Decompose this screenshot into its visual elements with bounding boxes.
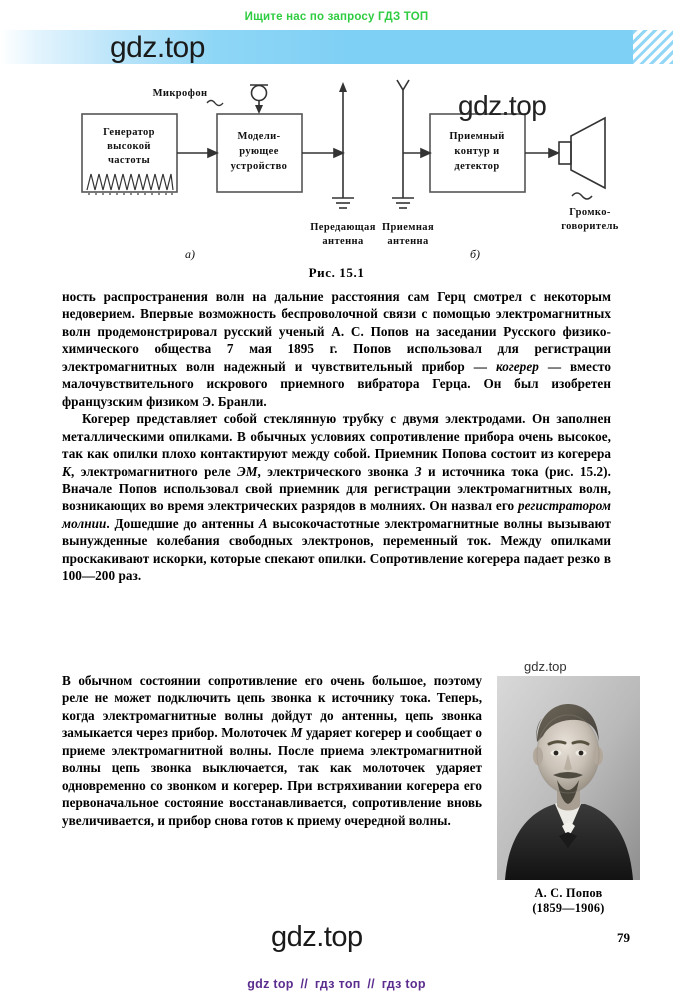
portrait-popov-image	[497, 676, 640, 880]
page-number: 79	[617, 930, 630, 945]
figure-15-1	[60, 78, 660, 273]
article-body-top	[62, 288, 611, 585]
header-band-fill	[0, 30, 633, 64]
portrait-caption	[497, 886, 640, 916]
figure-caption: Рис. 15.1	[308, 265, 365, 280]
label-modulator-line3: устройство	[230, 161, 288, 172]
paragraph-2-a: представляет собой стеклянную трубку с двумя электродами. Он заполнен металлическими опилками. В обычных условиях сопротивление прибора очень высокое, так как опилки плохо контактируют между собой. Приемник Попова состоит из когерера	[62, 411, 611, 462]
footer-separator-1: //	[300, 977, 309, 991]
term-coherer: когерер	[495, 358, 539, 374]
footer-link-3[interactable]: гдз top	[381, 977, 426, 991]
paragraph-2-lead: Когерер	[82, 411, 131, 427]
header-band	[0, 30, 673, 64]
paragraph-3-a: В обычном состоянии сопротивление его очень большое, поэтому реле не может подключить цепь звонка к источнику тока. Теперь, когда электромагнитные волны дойдут до антенны, цепь звонка замыкается через прибор. Молоточек	[62, 673, 482, 741]
paragraph-1-text: ность распространения волн на дальние расстояния сам Герц смотрел с некоторым недоверием. Впервые возможность беспроволочной связи с помощью электромагнитных волн продемонстрировал русский ученый А. С. Попов на заседании Русского физико-химического общества 7 мая 1895 г. Попов использовал для регистрации электромагнитных волн надежный и чувствительный прибор —	[62, 289, 611, 374]
label-generator-line3: частоты	[107, 155, 151, 166]
label-transmit-antenna-line1: Передающая	[310, 222, 376, 233]
paragraph-2-b: , электромагнитного реле	[71, 463, 238, 479]
promo-banner-text: Ищите нас по запросу ГДЗ ТОП	[244, 11, 429, 23]
term-lightning-recorder: регистратором молнии	[62, 498, 611, 531]
header-band-hatch-decoration	[633, 30, 673, 64]
brand-watermark-middle: gdz.top	[524, 659, 567, 674]
paragraph-2	[62, 410, 611, 585]
label-modulator-line2: рующее	[239, 146, 279, 157]
symbol-em: ЭМ	[237, 463, 258, 479]
paragraph-2-d: и источника тока (рис. 15.2). Вначале Попов использовал свой приемник для регистрации электромагнитных волн, возникающих во время электрических разрядов в молниях. Он назвал его	[62, 463, 611, 514]
label-loudspeaker-line1: Громко-	[569, 207, 611, 218]
footer-link-2[interactable]: гдз топ	[314, 977, 361, 991]
paragraph-1	[62, 288, 611, 410]
paragraph-1-tail: — вместо малочувствительного искрового приемного вибратора Герца. Он был изобретен французским физиком Э. Бранли.	[62, 358, 611, 409]
brand-logo-footer: gdz.top	[271, 921, 363, 953]
label-part-b: б)	[469, 247, 481, 261]
label-transmit-antenna-line2: антенна	[322, 236, 364, 247]
label-receive-antenna-line2: антенна	[387, 236, 429, 247]
label-receiver-line1: Приемный	[449, 131, 505, 142]
symbol-k: К	[62, 463, 71, 479]
symbol-m: М	[290, 725, 303, 741]
paragraph-2-e: . Дошедшие до антенны	[106, 515, 259, 531]
portrait-years: (1859—1906)	[532, 901, 605, 915]
label-receiver-line3: детектор	[454, 161, 500, 172]
brand-watermark-figure: gdz.top	[458, 90, 547, 121]
portrait-name: А. С. Попов	[534, 886, 603, 900]
label-generator-line1: Генератор	[103, 127, 155, 138]
symbol-a: А	[258, 515, 268, 531]
article-body-wrapped	[62, 672, 482, 829]
label-modulator-line1: Модели-	[237, 131, 281, 142]
paragraph-2-c: , электрического звонка	[257, 463, 415, 479]
label-part-a: а)	[185, 247, 195, 261]
footer-link-1[interactable]: gdz top	[247, 977, 294, 991]
paragraph-3	[62, 672, 482, 829]
label-receive-antenna-line1: Приемная	[381, 222, 435, 233]
footer-links	[0, 977, 673, 991]
portrait-block	[497, 676, 640, 916]
label-generator-line2: высокой	[107, 141, 151, 152]
footer-separator-2: //	[367, 977, 375, 991]
brand-logo-header: gdz.top	[110, 31, 205, 64]
symbol-z: З	[414, 463, 422, 479]
label-microphone: Микрофон	[152, 88, 208, 99]
paragraph-2-f: высокочастотные электромагнитные волны вызывают вынужденные колебания свободных электронов, переменный ток. Между опилками проскакивают искорки, которые спекают опилки. Сопротивление когерера падает резко в 100—200 раз.	[62, 515, 611, 584]
label-receiver-line2: контур и	[454, 146, 500, 157]
paragraph-3-b: ударяет когерер и сообщает о приеме электромагнитной волны. После приема электромагнитной волны цепь звонка выключается, так как молоточек ударяет одновременно со звонком и когерер. При встряхивании когерера его первоначальное состояние восстанавливается, сопротивление вновь увеличивается, и прибор снова готов к приему очередной волны.	[62, 725, 482, 828]
label-loudspeaker-line2: говоритель	[561, 221, 619, 232]
